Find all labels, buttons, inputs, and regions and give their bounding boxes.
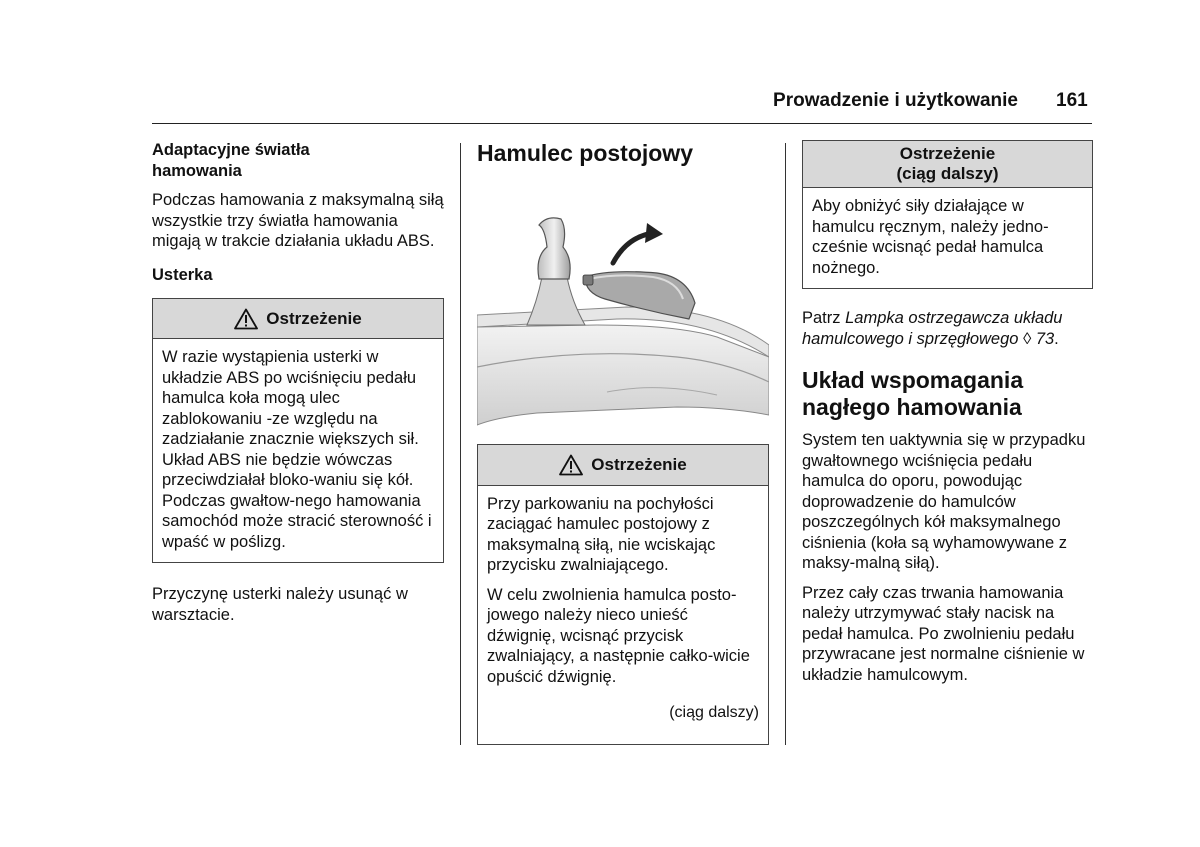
warning-body bbox=[478, 486, 768, 744]
brake-assist-text-2: Przez cały czas trwania hamowania należy utrzymywać stały nacisk na pedał hamulca. Po zwolnieniu pedału przywracane jest normalne ciśnienie w układzie hamulcowym. bbox=[802, 583, 1085, 684]
parking-warning-text-2: W celu zwolnienia hamulca posto-jowego należy nieco unieść dźwignię, wcisnąć przycisk zwalniający, a następnie całko-wicie opuścić dźwignię. bbox=[487, 585, 750, 686]
continued-label: (ciąg dalszy) bbox=[669, 704, 759, 721]
column-2 bbox=[477, 140, 769, 745]
parking-brake-lever-illustration bbox=[477, 207, 769, 427]
warning-header bbox=[153, 299, 443, 339]
brake-lights-text: Podczas hamowania z maksymalną siłą wszystkie trzy światła hamowania migają w trakcie działania układu ABS. bbox=[152, 191, 444, 250]
parking-brake-heading: Hamulec postojowy bbox=[477, 140, 693, 166]
column-3 bbox=[802, 140, 1093, 685]
warning-header bbox=[803, 141, 1092, 188]
warning-title: Ostrzeżenie bbox=[591, 454, 687, 474]
ref-prefix: Patrz bbox=[802, 309, 846, 327]
warning-title: Ostrzeżenie bbox=[899, 144, 996, 163]
warning-body bbox=[803, 188, 1092, 288]
page-number: 161 bbox=[1056, 90, 1088, 111]
warning-continued-label: (ciąg dalszy) bbox=[896, 164, 999, 183]
repair-text: Przyczynę usterki należy usunąć w warsztacie. bbox=[152, 585, 408, 624]
cross-reference bbox=[802, 308, 1093, 349]
warning-triangle-icon bbox=[559, 454, 583, 476]
column-divider-left bbox=[460, 143, 461, 745]
warning-continued-box bbox=[802, 140, 1093, 289]
running-header-title: Prowadzenie i użytkowanie bbox=[773, 90, 1018, 111]
warning-header bbox=[478, 445, 768, 486]
page-ref-arrow-icon: ◊ bbox=[1023, 329, 1032, 348]
warning-title: Ostrzeżenie bbox=[266, 309, 362, 328]
brake-assist-heading: Układ wspomagania nagłego hamowania bbox=[802, 367, 1024, 420]
parking-warning-box bbox=[477, 444, 769, 745]
abs-warning-box bbox=[152, 298, 444, 563]
warning-triangle-icon bbox=[234, 308, 258, 330]
column-divider-right bbox=[785, 143, 786, 745]
brake-lights-heading: Adaptacyjne światła hamowania bbox=[152, 141, 310, 180]
ref-page[interactable]: 73 bbox=[1035, 329, 1055, 348]
fault-heading: Usterka bbox=[152, 265, 213, 284]
handbrake-force-text: Aby obniżyć siły działające w hamulcu ręcznym, należy jedno-cześnie wcisnąć pedał hamulca nożnego. bbox=[812, 197, 1049, 277]
header-rule bbox=[152, 123, 1092, 124]
parking-warning-text-1: Przy parkowaniu na pochyłości zaciągać hamulec postojowy z maksymalną siłą, nie wciskając przycisku zwalniającego. bbox=[487, 494, 716, 574]
brake-assist-text-1: System ten uaktywnia się w przypadku gwałtownego wciśnięcia pedału hamulca do oporu, powodując doprowadzenie do hamulców poszczególnych kół maksymalnego ciśnienia (koła są wyhamowywane z maksy-malną siłą). bbox=[802, 431, 1086, 572]
ref-suffix: . bbox=[1054, 329, 1059, 348]
column-1 bbox=[152, 140, 444, 625]
abs-warning-text: W razie wystąpienia usterki w układzie ABS po wciśnięciu pedału hamulca koła mogą ulec zablokowaniu -ze względu na zadziałanie znacznie większych sił. Układ ABS nie będzie wówczas przeciwdziałał bloko-waniu się kół. Podczas gwałtow-nego hamowania samochód może stracić sterowność i wpaść w poślizg. bbox=[162, 348, 432, 551]
ref-link[interactable]: Lampka ostrzegawcza układu hamulcowego i sprzęgłowego bbox=[802, 309, 1063, 348]
warning-body bbox=[153, 339, 443, 562]
